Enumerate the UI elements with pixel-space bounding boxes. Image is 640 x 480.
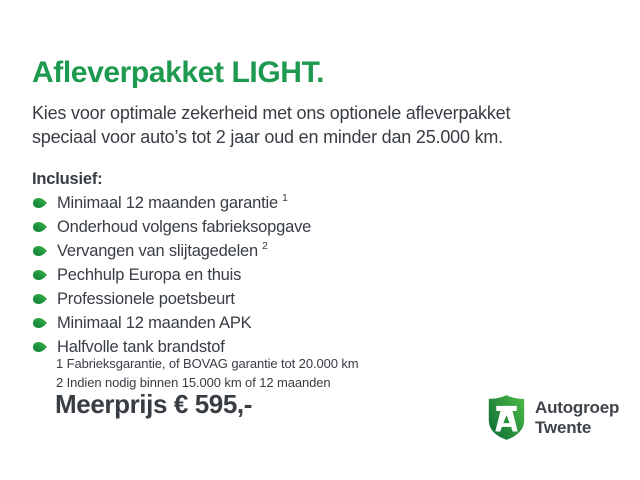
- autogroep-twente-logo: [486, 394, 619, 441]
- feature-list: [32, 191, 315, 359]
- autogroep-shield-a-icon: [486, 394, 527, 441]
- list-item: [32, 263, 315, 287]
- list-item: [32, 239, 315, 263]
- footnote-ref: 1: [281, 192, 288, 204]
- footnote-ref: 2: [262, 240, 268, 252]
- list-item-label: Vervangen van slijtagedelen: [57, 241, 259, 260]
- list-item-label: Halfvolle tank brandstof: [57, 337, 225, 356]
- list-item-label: Pechhulp Europa en thuis: [57, 265, 242, 284]
- leaf-bullet-icon: [32, 341, 48, 353]
- leaf-bullet-icon: [32, 269, 48, 281]
- footnote-2: 2 Indien nodig binnen 15.000 km of 12 maanden: [56, 375, 331, 390]
- list-item-label: Minimaal 12 maanden garantie: [57, 193, 278, 212]
- logo-wordmark: [535, 398, 619, 438]
- list-item: [32, 287, 315, 311]
- list-item: [32, 191, 315, 215]
- leaf-bullet-icon: [32, 317, 48, 329]
- list-item: [32, 215, 315, 239]
- leaf-bullet-icon: [32, 197, 48, 209]
- list-item-label: Minimaal 12 maanden APK: [57, 313, 252, 332]
- intro-line-1: Kies voor optimale zekerheid met ons optionele afleverpakket: [32, 103, 511, 123]
- list-item: [32, 311, 315, 335]
- list-item-label: Onderhoud volgens fabrieksopgave: [57, 217, 312, 236]
- intro-paragraph: [32, 101, 510, 149]
- page-title: Afleverpakket LIGHT.: [32, 56, 325, 89]
- list-heading: Inclusief:: [32, 170, 103, 188]
- intro-line-2: speciaal voor auto’s tot 2 jaar oud en minder dan 25.000 km.: [32, 127, 503, 147]
- logo-line-2: Twente: [535, 417, 592, 437]
- leaf-bullet-icon: [32, 221, 48, 233]
- leaf-bullet-icon: [32, 293, 48, 305]
- footnotes: [56, 354, 359, 392]
- list-item-label: Professionele poetsbeurt: [57, 289, 235, 308]
- logo-line-1: Autogroep: [535, 397, 620, 417]
- price-label: Meerprijs € 595,-: [55, 389, 252, 419]
- footnote-1: 1 Fabrieksgarantie, of BOVAG garantie tot 20.000 km: [56, 356, 359, 371]
- leaf-bullet-icon: [32, 245, 48, 257]
